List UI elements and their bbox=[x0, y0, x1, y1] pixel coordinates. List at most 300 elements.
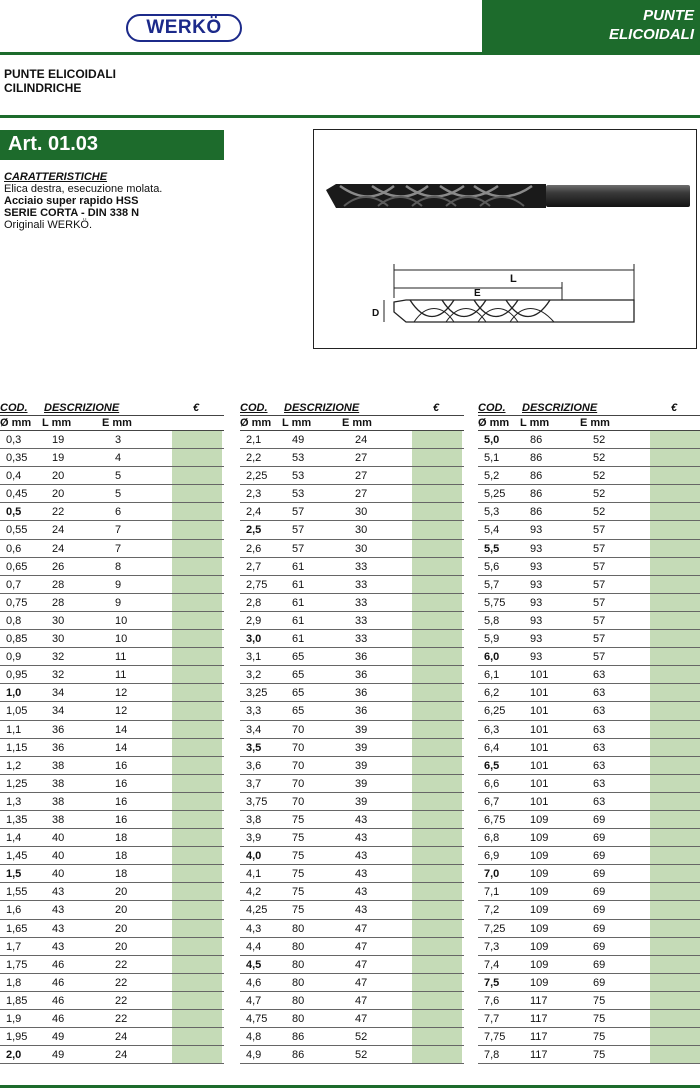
cell-flute-length: 27 bbox=[355, 470, 368, 483]
cell-diameter: 2,25 bbox=[246, 470, 268, 483]
product-image-box bbox=[313, 129, 697, 349]
table-row bbox=[240, 793, 464, 811]
table-row bbox=[240, 829, 464, 847]
cell-diameter: 3,7 bbox=[246, 777, 262, 790]
table-row bbox=[478, 721, 700, 739]
cell-flute-length: 52 bbox=[593, 452, 606, 465]
cell-length: 34 bbox=[52, 705, 65, 718]
cell-price bbox=[412, 811, 462, 828]
cell-flute-length: 8 bbox=[115, 560, 122, 573]
cell-length: 65 bbox=[292, 687, 305, 700]
cell-flute-length: 6 bbox=[115, 506, 122, 519]
features-block bbox=[4, 171, 162, 231]
cell-diameter: 5,4 bbox=[484, 524, 500, 537]
cell-diameter: 3,75 bbox=[246, 795, 268, 808]
cell-price bbox=[412, 920, 462, 937]
cell-diameter: 3,2 bbox=[246, 669, 262, 682]
cell-length: 70 bbox=[292, 723, 305, 736]
cell-flute-length: 47 bbox=[355, 958, 368, 971]
table-row bbox=[0, 865, 224, 883]
table-row bbox=[478, 1046, 700, 1064]
cell-diameter: 4,5 bbox=[246, 958, 262, 971]
cell-flute-length: 43 bbox=[355, 904, 368, 917]
cell-diameter: 0,85 bbox=[6, 633, 28, 646]
col-flute-length: E mm bbox=[102, 417, 132, 429]
cell-length: 109 bbox=[530, 850, 549, 863]
cell-flute-length: 63 bbox=[593, 687, 606, 700]
cell-length: 19 bbox=[52, 434, 65, 446]
cell-price bbox=[412, 467, 462, 484]
cell-diameter: 7,3 bbox=[484, 940, 500, 953]
cell-price bbox=[650, 829, 700, 846]
cell-flute-length: 24 bbox=[115, 1049, 128, 1062]
cell-length: 109 bbox=[530, 922, 549, 935]
table-row bbox=[0, 793, 224, 811]
cell-length: 36 bbox=[52, 741, 65, 754]
label-d: D bbox=[372, 308, 380, 319]
header-price: € bbox=[193, 402, 200, 414]
header-descrizione: DESCRIZIONE bbox=[284, 402, 360, 414]
cell-flute-length: 22 bbox=[115, 994, 128, 1007]
cell-diameter: 0,75 bbox=[6, 596, 28, 609]
cell-length: 86 bbox=[292, 1049, 305, 1062]
cell-length: 101 bbox=[530, 705, 549, 718]
table-row bbox=[240, 558, 464, 576]
table-row bbox=[240, 467, 464, 485]
cell-flute-length: 30 bbox=[355, 542, 368, 555]
table-row bbox=[240, 449, 464, 467]
cell-diameter: 5,25 bbox=[484, 488, 506, 501]
drill-illustration bbox=[314, 130, 696, 348]
cell-price bbox=[412, 775, 462, 792]
table-subheader bbox=[478, 415, 700, 431]
cell-flute-length: 69 bbox=[593, 850, 606, 863]
cell-length: 43 bbox=[52, 904, 65, 917]
table-row bbox=[240, 883, 464, 901]
cell-length: 75 bbox=[292, 813, 305, 826]
cell-flute-length: 57 bbox=[593, 524, 606, 537]
cell-diameter: 0,3 bbox=[6, 434, 22, 446]
cell-price bbox=[172, 503, 222, 520]
table-row bbox=[0, 576, 224, 594]
table-row bbox=[478, 521, 700, 539]
cell-flute-length: 7 bbox=[115, 524, 122, 537]
table-row bbox=[0, 594, 224, 612]
cell-diameter: 0,8 bbox=[6, 614, 22, 627]
cell-price bbox=[172, 666, 222, 683]
cell-diameter: 6,6 bbox=[484, 777, 500, 790]
table-row bbox=[478, 974, 700, 992]
cell-flute-length: 57 bbox=[593, 542, 606, 555]
cell-price bbox=[650, 847, 700, 864]
product-subtitle bbox=[4, 67, 116, 95]
cell-flute-length: 69 bbox=[593, 813, 606, 826]
table-row bbox=[240, 920, 464, 938]
table-row bbox=[0, 521, 224, 539]
cell-length: 36 bbox=[52, 723, 65, 736]
cell-flute-length: 22 bbox=[115, 976, 128, 989]
cell-diameter: 1,55 bbox=[6, 886, 28, 899]
cell-length: 53 bbox=[292, 488, 305, 501]
cell-price bbox=[172, 775, 222, 792]
cell-diameter: 5,9 bbox=[484, 633, 500, 646]
cell-price bbox=[412, 449, 462, 466]
cell-diameter: 3,25 bbox=[246, 687, 268, 700]
cell-length: 75 bbox=[292, 832, 305, 845]
cell-diameter: 6,1 bbox=[484, 669, 500, 682]
cell-flute-length: 24 bbox=[115, 1031, 128, 1044]
cell-diameter: 1,05 bbox=[6, 705, 28, 718]
cell-price bbox=[412, 485, 462, 502]
cell-length: 19 bbox=[52, 452, 65, 465]
cell-price bbox=[172, 684, 222, 701]
cell-length: 43 bbox=[52, 922, 65, 935]
cell-length: 93 bbox=[530, 614, 543, 627]
cell-flute-length: 69 bbox=[593, 922, 606, 935]
cell-length: 57 bbox=[292, 524, 305, 537]
cell-length: 65 bbox=[292, 651, 305, 664]
cell-price bbox=[412, 974, 462, 991]
cell-price bbox=[650, 865, 700, 882]
table-row bbox=[0, 648, 224, 666]
cell-length: 61 bbox=[292, 614, 305, 627]
cell-price bbox=[172, 521, 222, 538]
features-line-4: Originali WERKÖ. bbox=[4, 219, 93, 231]
table-header bbox=[0, 402, 224, 415]
cell-length: 70 bbox=[292, 777, 305, 790]
cell-length: 86 bbox=[530, 488, 543, 501]
cell-diameter: 1,1 bbox=[6, 723, 22, 736]
cell-diameter: 2,0 bbox=[6, 1049, 22, 1062]
subtitle-line-1: PUNTE ELICOIDALI bbox=[4, 67, 117, 81]
cell-flute-length: 10 bbox=[115, 633, 128, 646]
col-diameter: Ø mm bbox=[478, 417, 510, 429]
header-divider bbox=[0, 52, 700, 55]
cell-length: 40 bbox=[52, 868, 65, 881]
cell-price bbox=[412, 648, 462, 665]
cell-flute-length: 75 bbox=[593, 1013, 606, 1025]
cell-length: 75 bbox=[292, 868, 305, 881]
table-row bbox=[478, 847, 700, 865]
cell-length: 75 bbox=[292, 850, 305, 863]
cell-length: 109 bbox=[530, 868, 549, 881]
table-row bbox=[478, 594, 700, 612]
table-row bbox=[240, 485, 464, 503]
cell-diameter: 6,4 bbox=[484, 741, 500, 754]
table-row bbox=[240, 956, 464, 974]
header-cod: COD. bbox=[0, 402, 28, 414]
cell-length: 32 bbox=[52, 651, 65, 664]
cell-length: 38 bbox=[52, 795, 65, 808]
cell-diameter: 5,7 bbox=[484, 578, 500, 591]
cell-price bbox=[650, 1028, 700, 1045]
table-row bbox=[478, 449, 700, 467]
cell-diameter: 3,3 bbox=[246, 705, 262, 718]
cell-length: 101 bbox=[530, 669, 549, 682]
cell-flute-length: 63 bbox=[593, 777, 606, 790]
cell-diameter: 1,75 bbox=[6, 958, 28, 971]
table-row bbox=[0, 992, 224, 1010]
cell-diameter: 6,0 bbox=[484, 651, 500, 664]
cell-diameter: 2,8 bbox=[246, 596, 262, 609]
col-length: L mm bbox=[520, 417, 550, 429]
table-row bbox=[240, 1028, 464, 1046]
cell-diameter: 4,25 bbox=[246, 904, 268, 917]
cell-diameter: 5,1 bbox=[484, 452, 500, 465]
table-row bbox=[0, 467, 224, 485]
cell-diameter: 1,45 bbox=[6, 850, 28, 863]
cell-price bbox=[172, 431, 222, 448]
table-row bbox=[0, 702, 224, 720]
header-price: € bbox=[671, 402, 678, 414]
table-row bbox=[478, 920, 700, 938]
table-row bbox=[478, 956, 700, 974]
cell-diameter: 1,5 bbox=[6, 868, 22, 881]
cell-price bbox=[412, 757, 462, 774]
cell-length: 101 bbox=[530, 723, 549, 736]
cell-flute-length: 75 bbox=[593, 1049, 606, 1062]
cell-price bbox=[172, 847, 222, 864]
table-header bbox=[478, 402, 700, 415]
cell-price bbox=[412, 721, 462, 738]
cell-price bbox=[172, 702, 222, 719]
cell-flute-length: 57 bbox=[593, 614, 606, 627]
cell-length: 28 bbox=[52, 578, 65, 591]
cell-price bbox=[172, 648, 222, 665]
col-diameter: Ø mm bbox=[240, 417, 272, 429]
table-row bbox=[0, 558, 224, 576]
cell-length: 43 bbox=[52, 940, 65, 953]
cell-diameter: 4,0 bbox=[246, 850, 262, 863]
table-row bbox=[0, 847, 224, 865]
cell-diameter: 5,3 bbox=[484, 506, 500, 519]
table-row bbox=[478, 793, 700, 811]
features-line-2: Acciaio super rapido HSS bbox=[4, 195, 139, 207]
cell-length: 24 bbox=[52, 524, 65, 537]
cell-flute-length: 43 bbox=[355, 868, 368, 881]
cell-diameter: 4,1 bbox=[246, 868, 262, 881]
cell-flute-length: 18 bbox=[115, 850, 128, 863]
table-row bbox=[0, 757, 224, 775]
table-row bbox=[0, 684, 224, 702]
cell-diameter: 6,3 bbox=[484, 723, 500, 736]
cell-length: 80 bbox=[292, 958, 305, 971]
cell-price bbox=[650, 648, 700, 665]
cell-flute-length: 24 bbox=[355, 434, 368, 446]
cell-price bbox=[172, 1028, 222, 1045]
cell-flute-length: 57 bbox=[593, 633, 606, 646]
section-divider bbox=[0, 115, 700, 118]
cell-price bbox=[650, 612, 700, 629]
cell-price bbox=[650, 1046, 700, 1063]
cell-diameter: 0,35 bbox=[6, 452, 28, 465]
cell-diameter: 0,7 bbox=[6, 578, 22, 591]
cell-length: 93 bbox=[530, 578, 543, 591]
cell-price bbox=[650, 449, 700, 466]
table-row bbox=[478, 865, 700, 883]
features-line-1: Elica destra, esecuzione molata. bbox=[4, 183, 163, 195]
cell-diameter: 7,75 bbox=[484, 1031, 506, 1044]
table-row bbox=[0, 883, 224, 901]
cell-flute-length: 47 bbox=[355, 940, 368, 953]
table-row bbox=[0, 811, 224, 829]
cell-flute-length: 63 bbox=[593, 669, 606, 682]
cell-flute-length: 20 bbox=[115, 886, 128, 899]
cell-diameter: 7,4 bbox=[484, 958, 500, 971]
cell-flute-length: 39 bbox=[355, 795, 368, 808]
cell-length: 57 bbox=[292, 506, 305, 519]
table-row bbox=[0, 721, 224, 739]
cell-length: 61 bbox=[292, 578, 305, 591]
cell-diameter: 0,45 bbox=[6, 488, 28, 501]
table-header bbox=[240, 402, 464, 415]
banner-line-2: ELICOIDALI bbox=[609, 26, 694, 43]
cell-price bbox=[172, 558, 222, 575]
table-row bbox=[0, 920, 224, 938]
cell-flute-length: 18 bbox=[115, 868, 128, 881]
cell-flute-length: 57 bbox=[593, 596, 606, 609]
cell-diameter: 1,25 bbox=[6, 777, 28, 790]
banner-line-1: PUNTE bbox=[643, 7, 694, 24]
table-row bbox=[0, 739, 224, 757]
cell-length: 38 bbox=[52, 759, 65, 772]
cell-flute-length: 39 bbox=[355, 723, 368, 736]
cell-length: 101 bbox=[530, 687, 549, 700]
cell-length: 32 bbox=[52, 669, 65, 682]
cell-flute-length: 52 bbox=[355, 1031, 368, 1044]
cell-price bbox=[412, 558, 462, 575]
col-flute-length: E mm bbox=[342, 417, 372, 429]
cell-flute-length: 63 bbox=[593, 705, 606, 718]
cell-diameter: 4,8 bbox=[246, 1031, 262, 1044]
cell-length: 86 bbox=[530, 506, 543, 519]
cell-price bbox=[412, 702, 462, 719]
cell-diameter: 4,75 bbox=[246, 1013, 268, 1025]
cell-price bbox=[172, 956, 222, 973]
table-subheader bbox=[0, 415, 224, 431]
cell-flute-length: 52 bbox=[355, 1049, 368, 1062]
cell-diameter: 3,1 bbox=[246, 651, 262, 664]
cell-price bbox=[650, 431, 700, 448]
cell-price bbox=[412, 883, 462, 900]
cell-price bbox=[412, 1028, 462, 1045]
cell-diameter: 7,2 bbox=[484, 904, 500, 917]
table-row bbox=[0, 956, 224, 974]
cell-flute-length: 14 bbox=[115, 723, 128, 736]
table-row bbox=[478, 829, 700, 847]
table-row bbox=[240, 594, 464, 612]
cell-price bbox=[650, 901, 700, 918]
table-row bbox=[0, 1010, 224, 1028]
cell-diameter: 1,65 bbox=[6, 922, 28, 935]
table-row bbox=[478, 485, 700, 503]
cell-diameter: 1,8 bbox=[6, 976, 22, 989]
cell-price bbox=[172, 793, 222, 810]
cell-diameter: 7,0 bbox=[484, 868, 500, 881]
cell-diameter: 6,7 bbox=[484, 795, 500, 808]
cell-diameter: 5,2 bbox=[484, 470, 500, 483]
cell-flute-length: 47 bbox=[355, 922, 368, 935]
table-row bbox=[240, 1046, 464, 1064]
cell-price bbox=[650, 938, 700, 955]
table-row bbox=[240, 811, 464, 829]
cell-price bbox=[412, 630, 462, 647]
cell-price bbox=[412, 666, 462, 683]
cell-flute-length: 33 bbox=[355, 596, 368, 609]
cell-flute-length: 10 bbox=[115, 614, 128, 627]
cell-flute-length: 43 bbox=[355, 832, 368, 845]
cell-diameter: 0,4 bbox=[6, 470, 22, 483]
cell-diameter: 7,7 bbox=[484, 1013, 500, 1025]
cell-length: 93 bbox=[530, 633, 543, 646]
cell-flute-length: 11 bbox=[115, 669, 127, 682]
cell-length: 38 bbox=[52, 813, 65, 826]
cell-length: 117 bbox=[530, 1013, 548, 1025]
size-table-3 bbox=[478, 402, 700, 1064]
table-row bbox=[240, 847, 464, 865]
drill-photo bbox=[326, 184, 690, 208]
cell-price bbox=[412, 684, 462, 701]
table-row bbox=[240, 938, 464, 956]
table-row bbox=[0, 630, 224, 648]
table-row bbox=[478, 757, 700, 775]
cell-price bbox=[172, 721, 222, 738]
cell-diameter: 1,7 bbox=[6, 940, 22, 953]
cell-diameter: 7,1 bbox=[484, 886, 500, 899]
cell-length: 46 bbox=[52, 1013, 65, 1025]
cell-diameter: 2,4 bbox=[246, 506, 262, 519]
cell-length: 26 bbox=[52, 560, 65, 573]
cell-diameter: 2,7 bbox=[246, 560, 262, 573]
table-row bbox=[240, 1010, 464, 1028]
cell-length: 117 bbox=[530, 994, 548, 1007]
cell-diameter: 5,5 bbox=[484, 542, 500, 555]
subtitle-line-2: CILINDRICHE bbox=[4, 81, 82, 95]
cell-price bbox=[412, 829, 462, 846]
cell-price bbox=[650, 811, 700, 828]
table-row bbox=[240, 865, 464, 883]
cell-price bbox=[412, 847, 462, 864]
table-row bbox=[0, 1028, 224, 1046]
cell-diameter: 6,2 bbox=[484, 687, 500, 700]
table-row bbox=[240, 702, 464, 720]
cell-flute-length: 69 bbox=[593, 904, 606, 917]
cell-flute-length: 69 bbox=[593, 832, 606, 845]
cell-diameter: 4,9 bbox=[246, 1049, 262, 1062]
cell-price bbox=[412, 503, 462, 520]
cell-price bbox=[650, 757, 700, 774]
cell-price bbox=[412, 576, 462, 593]
cell-length: 80 bbox=[292, 1013, 305, 1025]
cell-length: 93 bbox=[530, 542, 543, 555]
cell-diameter: 2,1 bbox=[246, 434, 262, 446]
table-row bbox=[240, 503, 464, 521]
features-line-3: SERIE CORTA - DIN 338 N bbox=[4, 207, 140, 219]
cell-price bbox=[172, 883, 222, 900]
cell-price bbox=[412, 938, 462, 955]
cell-price bbox=[650, 467, 700, 484]
cell-diameter: 0,55 bbox=[6, 524, 28, 537]
cell-price bbox=[650, 485, 700, 502]
cell-diameter: 4,7 bbox=[246, 994, 262, 1007]
table-row bbox=[240, 992, 464, 1010]
cell-diameter: 7,25 bbox=[484, 922, 506, 935]
cell-flute-length: 7 bbox=[115, 542, 122, 555]
table-row bbox=[478, 883, 700, 901]
cell-flute-length: 9 bbox=[115, 596, 122, 609]
cell-flute-length: 47 bbox=[355, 1013, 368, 1025]
cell-diameter: 2,2 bbox=[246, 452, 262, 465]
